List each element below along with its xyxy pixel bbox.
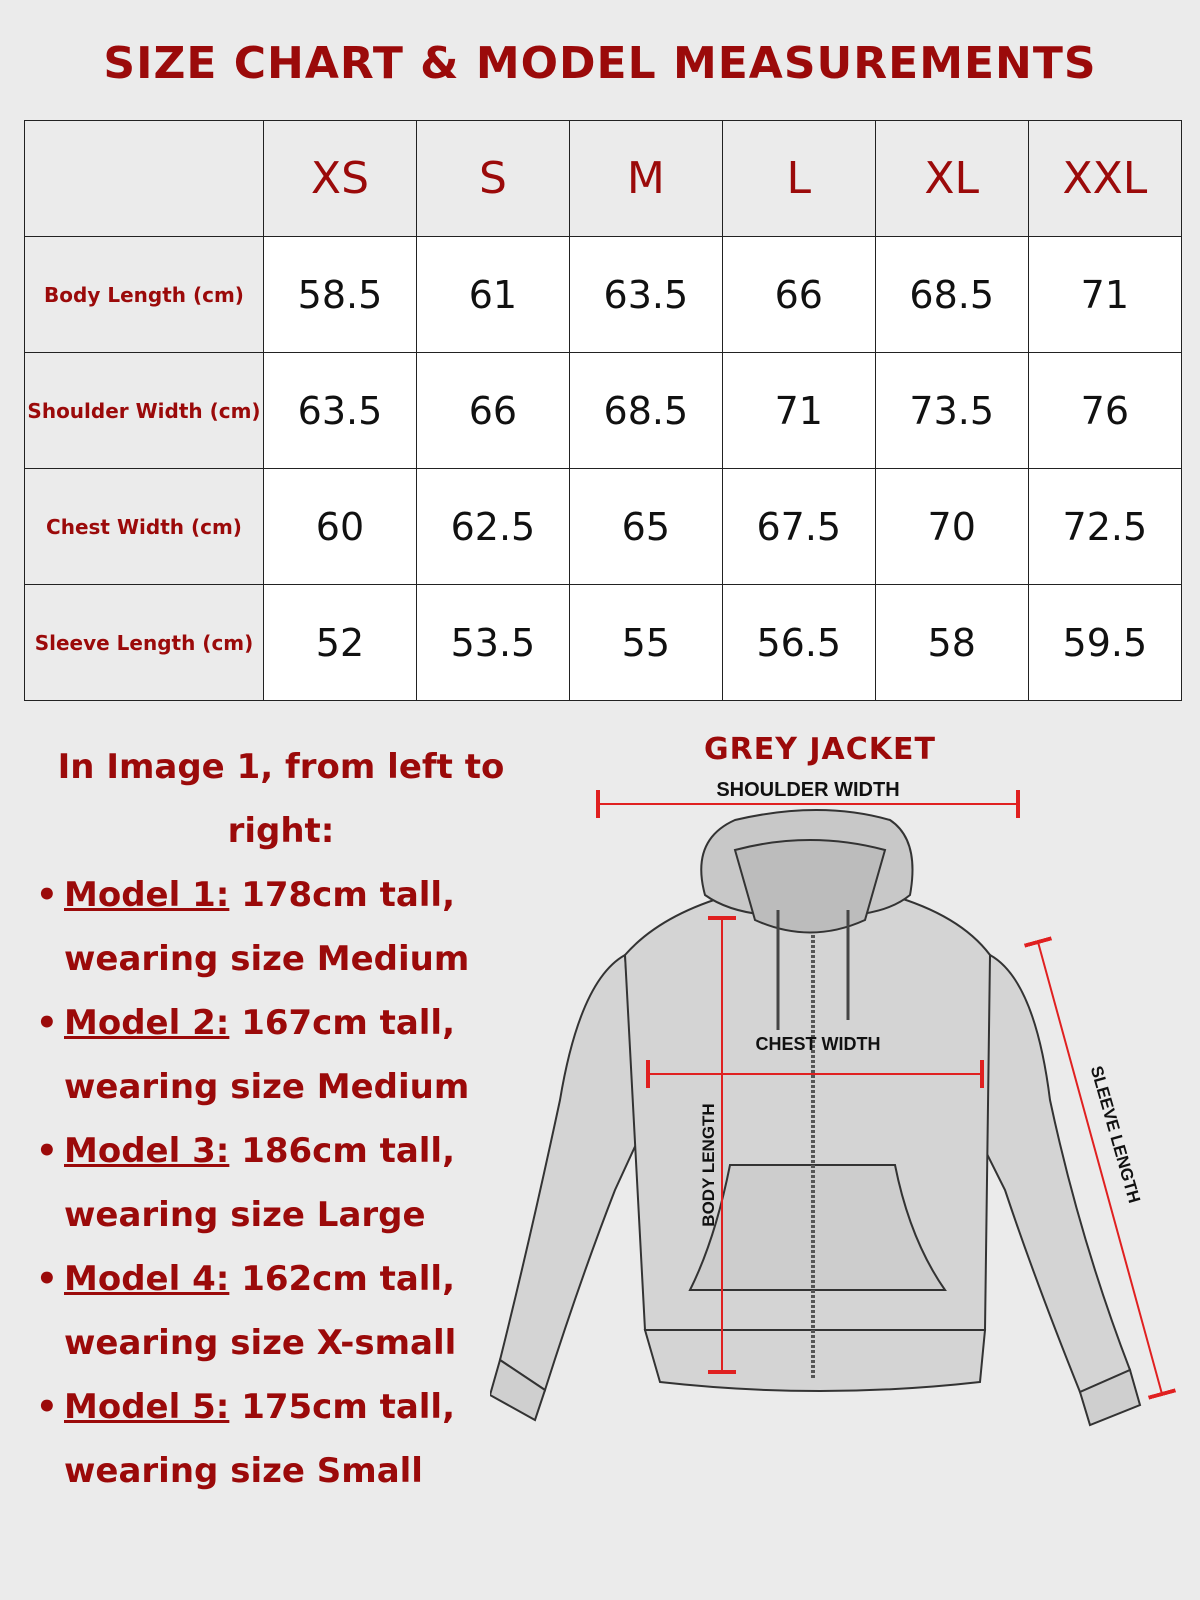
- model-label: Model 2:: [64, 1003, 230, 1043]
- model-description: 178cm tall, wearing size Medium: [64, 875, 470, 979]
- table-row: [25, 469, 1182, 585]
- bullet-icon: •: [36, 1387, 58, 1427]
- hood-opening: [735, 840, 885, 933]
- table-cell: 72.5: [1028, 469, 1181, 585]
- table-cell: 70: [875, 469, 1028, 585]
- chest-width-label: CHEST WIDTH: [755, 1034, 881, 1054]
- table-cell: 52: [264, 585, 417, 701]
- table-cell: 59.5: [1028, 585, 1181, 701]
- table-cell: 62.5: [416, 469, 569, 585]
- table-cell: 76: [1028, 353, 1181, 469]
- list-item: [26, 1375, 536, 1503]
- size-header-cell: XL: [875, 121, 1028, 237]
- model-label: Model 4:: [64, 1259, 230, 1299]
- models-list: [26, 863, 536, 1503]
- table-cell: 67.5: [722, 469, 875, 585]
- table-cell: 73.5: [875, 353, 1028, 469]
- table-cell: 63.5: [264, 353, 417, 469]
- table-cell: 71: [1028, 237, 1181, 353]
- table-cell: 58.5: [264, 237, 417, 353]
- table-cell: 65: [569, 469, 722, 585]
- model-description: 186cm tall, wearing size Large: [64, 1131, 455, 1235]
- table-cell: 53.5: [416, 585, 569, 701]
- table-row: [25, 585, 1182, 701]
- table-cell: 55: [569, 585, 722, 701]
- bullet-icon: •: [36, 1131, 58, 1171]
- models-intro: In Image 1, from left to right:: [57, 747, 505, 851]
- table-cell: 58: [875, 585, 1028, 701]
- table-row: [25, 237, 1182, 353]
- size-header-row: [25, 121, 1182, 237]
- list-item: [26, 863, 536, 991]
- diagram-title: GREY JACKET: [704, 732, 936, 767]
- page-title: SIZE CHART & MODEL MEASUREMENTS: [103, 38, 1097, 89]
- list-item: [26, 991, 536, 1119]
- table-corner-cell: [25, 121, 264, 237]
- body-length-label: BODY LENGTH: [699, 1103, 718, 1227]
- table-row: [25, 353, 1182, 469]
- right-sleeve: [980, 955, 1130, 1392]
- table-cell: 66: [416, 353, 569, 469]
- size-chart-table: [24, 120, 1182, 701]
- table-cell: 71: [722, 353, 875, 469]
- left-sleeve: [500, 955, 638, 1390]
- model-description: 175cm tall, wearing size Small: [64, 1387, 455, 1491]
- shoulder-width-label: SHOULDER WIDTH: [716, 779, 900, 801]
- row-label: Shoulder Width (cm): [25, 353, 264, 469]
- table-cell: 60: [264, 469, 417, 585]
- model-measurements: [26, 735, 536, 1503]
- model-description: 162cm tall, wearing size X-small: [64, 1259, 457, 1363]
- model-label: Model 1:: [64, 875, 230, 915]
- bullet-icon: •: [36, 1003, 58, 1043]
- jacket-diagram: [490, 720, 1190, 1440]
- table-cell: 68.5: [875, 237, 1028, 353]
- jacket-illustration: [490, 720, 1190, 1440]
- bullet-icon: •: [36, 1259, 58, 1299]
- table-cell: 63.5: [569, 237, 722, 353]
- table-cell: 66: [722, 237, 875, 353]
- size-header-cell: XXL: [1028, 121, 1181, 237]
- list-item: [26, 1247, 536, 1375]
- row-label: Chest Width (cm): [25, 469, 264, 585]
- list-item: [26, 1119, 536, 1247]
- row-label: Body Length (cm): [25, 237, 264, 353]
- table-cell: 56.5: [722, 585, 875, 701]
- table-cell: 68.5: [569, 353, 722, 469]
- table-cell: 61: [416, 237, 569, 353]
- size-header-cell: XS: [264, 121, 417, 237]
- sleeve-length-label: SLEEVE LENGTH: [1086, 1063, 1144, 1206]
- model-label: Model 3:: [64, 1131, 230, 1171]
- model-description: 167cm tall, wearing size Medium: [64, 1003, 470, 1107]
- row-label: Sleeve Length (cm): [25, 585, 264, 701]
- bullet-icon: •: [36, 875, 58, 915]
- model-label: Model 5:: [64, 1387, 230, 1427]
- size-header-cell: S: [416, 121, 569, 237]
- size-header-cell: L: [722, 121, 875, 237]
- size-header-cell: M: [569, 121, 722, 237]
